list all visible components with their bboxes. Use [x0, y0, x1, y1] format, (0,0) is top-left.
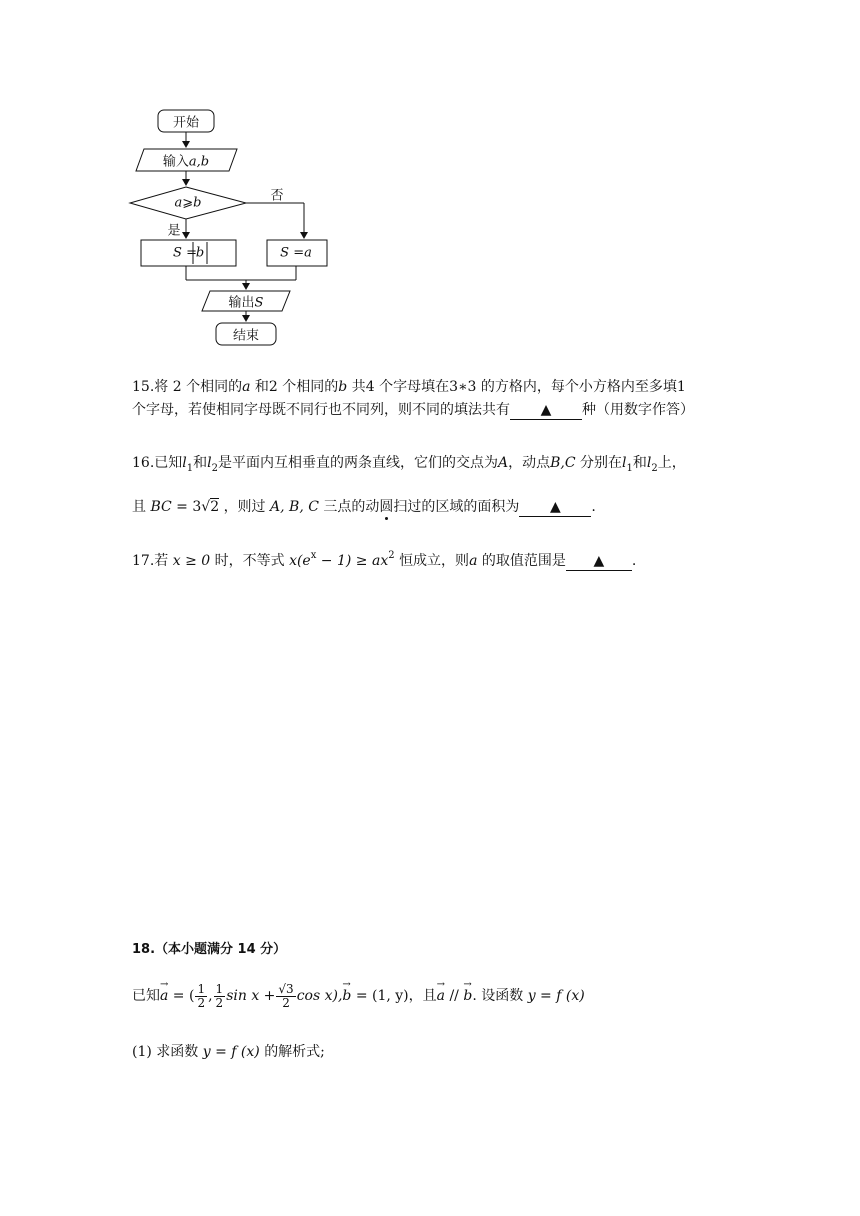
q16-text: 和	[193, 455, 208, 471]
q17-condition: x ≥ 0	[172, 553, 211, 569]
q15-text: 共	[351, 379, 366, 395]
output-label	[229, 292, 264, 311]
q15-text: 个相同的	[282, 379, 339, 395]
q16-text: 上，	[657, 455, 686, 471]
fraction	[214, 983, 226, 1010]
assign-right-var: S	[280, 245, 290, 261]
q15-num: 4	[365, 379, 375, 395]
assign-left-label	[173, 246, 197, 261]
q15-line1	[132, 377, 686, 397]
q16-emphasis: 圆	[379, 499, 394, 515]
q15-var-a: a	[242, 379, 251, 395]
assign-right-val: a	[304, 245, 312, 261]
q16-number: 16.	[132, 455, 155, 471]
assign-left-eq: =	[186, 245, 197, 261]
q15-grid: 3∗3	[449, 379, 477, 395]
q16-text: 和	[632, 455, 647, 471]
q16-l1: l	[622, 455, 627, 471]
q16-sub: 1	[626, 463, 633, 474]
q16-text: 扫过的区域的面积为	[393, 499, 520, 515]
q16-abc: A, B, C	[270, 499, 319, 515]
q15-num: 1	[676, 379, 686, 395]
q16-bc: BC	[150, 499, 172, 515]
q16-point-a: A	[497, 455, 509, 471]
q16-l2: l	[207, 455, 212, 471]
q17-text: .	[631, 553, 637, 569]
q16-points-bc: B,C	[550, 455, 576, 471]
q18-cos: cos x),	[296, 988, 343, 1004]
vector-a: → a	[437, 974, 445, 1018]
q16-text: ，动点	[508, 455, 551, 471]
input-prefix: 输入	[162, 154, 189, 170]
flowchart	[128, 105, 338, 350]
answer-blank[interactable]: ▲	[510, 402, 582, 420]
q15-text: 将	[154, 379, 169, 395]
q18-function: y = f (x)	[202, 1044, 260, 1060]
fraction	[195, 983, 207, 1010]
q16-sqrt-arg: 2	[210, 499, 220, 515]
vector-b: → b	[342, 974, 351, 1018]
q17-exp: x	[310, 550, 317, 561]
q15-text: 的方格内，每个小方格内至多填	[480, 379, 677, 395]
q18-part1	[132, 1042, 325, 1062]
q15-num: 2	[268, 379, 278, 395]
q18-part1-text: (1) 求函数	[132, 1044, 199, 1060]
q16-line2	[132, 497, 596, 517]
q18-text: 已知	[132, 988, 160, 1004]
condition-b: b	[193, 195, 202, 211]
q17-lhs: − 1) ≥ ax	[316, 553, 389, 569]
vector-a: → a	[160, 974, 168, 1018]
q18-heading: 18.（本小题满分 14 分）	[132, 942, 287, 957]
q17-var: a	[469, 553, 478, 569]
q18-parallel: //	[445, 988, 464, 1004]
fraction	[276, 983, 295, 1010]
end-label: 结束	[232, 328, 260, 344]
yes-label: 是	[167, 223, 181, 239]
q15-line2	[132, 400, 694, 420]
q18-part1-text: 的解析式;	[264, 1044, 325, 1060]
q16-text: 已知	[154, 455, 183, 471]
condition-op: ⩾	[182, 195, 194, 211]
q18-sin: sin x +	[226, 988, 276, 1004]
q15-text: 种（用数字作答）	[582, 402, 694, 418]
fraction-den: 2	[215, 995, 224, 1010]
input-vars: a,b	[188, 154, 210, 170]
no-label: 否	[270, 188, 284, 204]
input-label	[163, 151, 209, 170]
q15-number: 15.	[132, 379, 155, 395]
q18-comma: ,	[208, 988, 213, 1004]
assign-left-value	[196, 246, 204, 261]
output-prefix: 输出	[228, 295, 255, 311]
fraction-num: 1	[197, 981, 206, 996]
q16-l2: l	[646, 455, 652, 471]
condition-label	[175, 196, 202, 211]
condition-a: a	[174, 195, 183, 211]
q15-text: 和	[254, 379, 269, 395]
answer-blank[interactable]: ▲	[519, 499, 591, 517]
q17-line1	[132, 546, 636, 571]
q15-text: 个字母，若使相同字母既不同行也不同列，则不同的填法共有	[132, 402, 510, 418]
sqrt-icon: √	[201, 499, 211, 515]
q18-function: y = f (x)	[527, 988, 585, 1004]
q17-exp: 2	[388, 550, 395, 561]
q16-line1	[132, 453, 686, 479]
q17-text: 的取值范围是	[481, 553, 566, 569]
q16-text: ，则过	[223, 499, 266, 515]
q16-text: 是平面内互相垂直的两条直线，它们的交点为	[217, 455, 498, 471]
vector-b: → b	[463, 974, 472, 1018]
fraction-num: 1	[215, 981, 224, 996]
fraction-num: √3	[278, 981, 294, 996]
q18-eq: = (	[168, 988, 195, 1004]
q17-text: 若	[154, 553, 169, 569]
q16-text: .	[591, 499, 596, 515]
start-label: 开始	[172, 115, 200, 131]
q15-num: 2	[172, 379, 182, 395]
q16-sub: 2	[211, 463, 218, 474]
assign-right-label	[280, 246, 312, 261]
q16-text: 且	[132, 499, 146, 515]
q15-text: 个相同的	[186, 379, 243, 395]
q18-text: ，且	[408, 988, 437, 1004]
fraction-den: 2	[197, 995, 206, 1010]
fraction-den: 2	[282, 995, 290, 1010]
q17-text: 时，不等式	[214, 553, 285, 569]
q16-eq: = 3	[171, 499, 202, 515]
assign-left-val: b	[195, 245, 205, 261]
q17-text: 恒成立，则	[399, 553, 470, 569]
q16-l1: l	[182, 455, 187, 471]
q16-text: 分别在	[580, 455, 623, 471]
q15-text: 个字母填在	[379, 379, 450, 395]
q15-var-b: b	[338, 379, 348, 395]
q16-sub: 1	[186, 463, 194, 474]
flowchart-shapes	[128, 105, 338, 350]
answer-blank[interactable]: ▲	[566, 553, 632, 571]
q18-given	[132, 974, 585, 1018]
q16-sub: 2	[651, 463, 658, 474]
q17-number: 17.	[132, 553, 155, 569]
assign-left-var: S	[173, 245, 182, 261]
q17-lhs: x(e	[289, 553, 311, 569]
output-var: S	[254, 295, 264, 311]
q18-text: . 设函数	[472, 988, 524, 1004]
q16-text: 三点的动	[323, 499, 380, 515]
assign-right-eq: =	[293, 245, 305, 261]
q18-eq: = (1, y)	[351, 988, 409, 1004]
